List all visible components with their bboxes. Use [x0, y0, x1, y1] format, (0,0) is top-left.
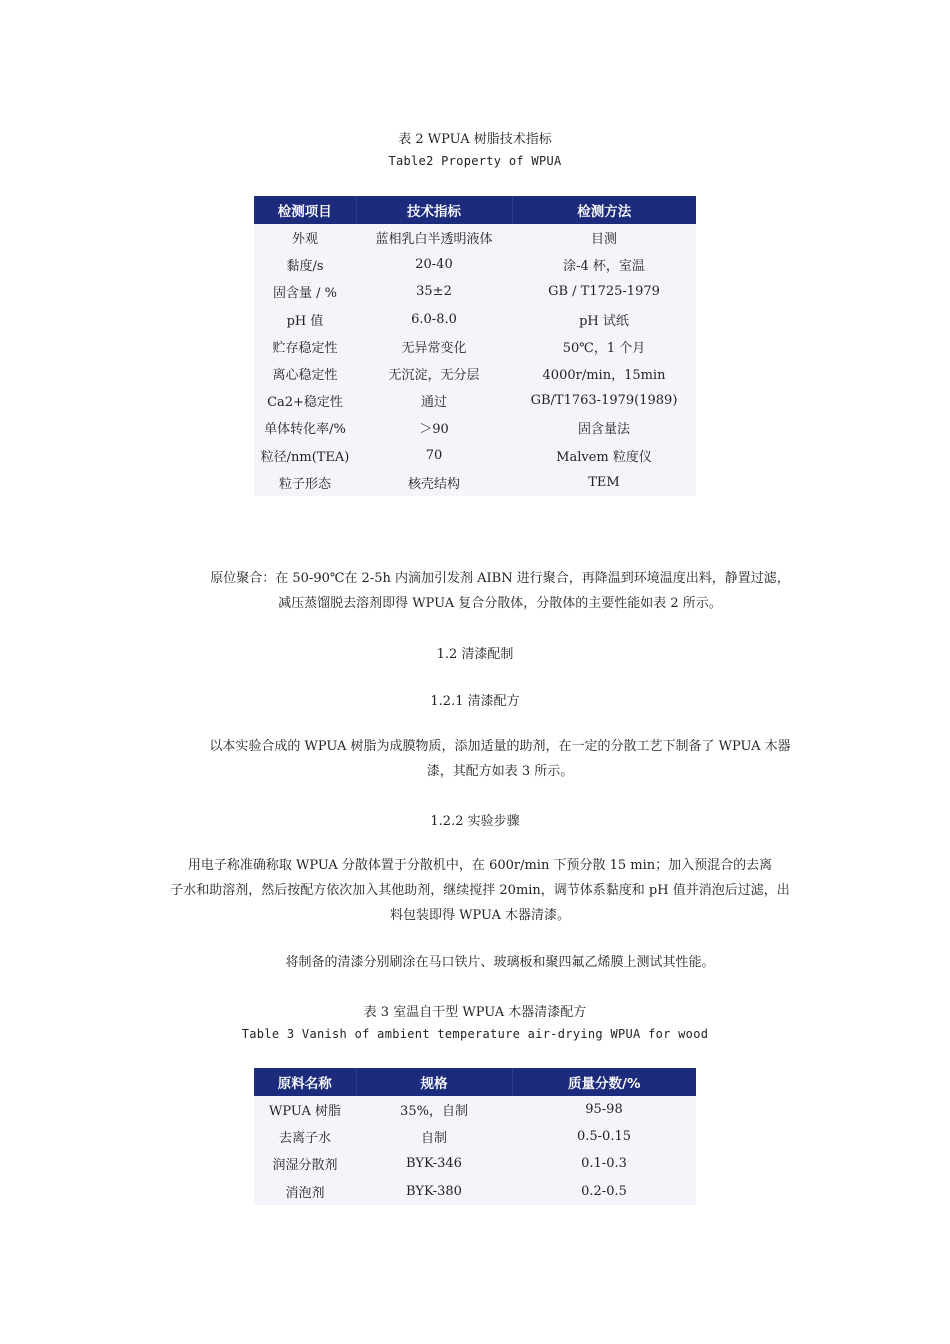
table-cell: 20-40 — [415, 257, 453, 273]
table-cell: 蓝相乳白半透明液体 — [375, 232, 493, 248]
table-cell: 粒径/nm(TEA) — [260, 449, 350, 465]
table-row — [254, 1150, 696, 1177]
table-row — [254, 224, 696, 251]
table-cell: 35±2 — [416, 284, 452, 300]
section-heading-1-2-1: 1.2.1 清漆配方 — [430, 694, 520, 709]
table-cell: ＞90 — [419, 422, 449, 438]
table-cell: 0.1-0.3 — [581, 1156, 627, 1172]
paragraph-coating-test: 将制备的清漆分别刷涂在马口铁片、玻璃板和聚四氟乙烯膜上测试其性能。 — [285, 955, 715, 970]
table2-header-row — [254, 196, 696, 224]
table-cell: 无沉淀，无分层 — [388, 368, 480, 384]
table-cell: 固含量 / % — [273, 286, 337, 302]
table-row — [254, 278, 696, 305]
paragraph-line: 料包装即得 WPUA 木器清漆。 — [389, 908, 571, 923]
table-cell: 通过 — [420, 395, 447, 411]
table-cell: pH 试纸 — [579, 313, 629, 329]
table-row — [254, 1123, 696, 1150]
table2-header: 检测方法 — [512, 196, 696, 224]
table-cell: 50℃，1 个月 — [562, 340, 646, 356]
table-cell: pH 值 — [286, 313, 324, 329]
table-row — [254, 1096, 696, 1123]
table-row — [254, 306, 696, 333]
table-row — [254, 333, 696, 360]
paragraph-line: 子水和助溶剂，然后按配方依次加入其他助剂，继续搅拌 20min，调节体系黏度和 pH 值并消泡后过滤，出 — [170, 883, 790, 898]
table3-header: 原料名称 — [254, 1068, 356, 1096]
table-cell: 0.5-0.15 — [576, 1129, 631, 1145]
table3-caption-en: Table 3 Vanish of ambient temperature air-drying WPUA for wood — [241, 1027, 709, 1041]
table-cell: 贮存稳定性 — [272, 340, 338, 356]
table-cell: WPUA 树脂 — [269, 1104, 341, 1120]
table-cell: 离心稳定性 — [272, 368, 338, 384]
table3 — [254, 1068, 696, 1205]
table-cell: 70 — [425, 447, 443, 463]
table-cell: 无异常变化 — [401, 340, 467, 356]
paragraph-line: 以本实验合成的 WPUA 树脂为成膜物质，添加适量的助剂，在一定的分散工艺下制备了 WPUA 木器 — [209, 739, 791, 754]
table-cell: TEM — [588, 474, 620, 490]
table-cell: 去离子水 — [278, 1131, 331, 1147]
table-cell: GB / T1725-1979 — [548, 284, 660, 300]
table-cell: 35%，自制 — [400, 1104, 468, 1120]
table2-header: 检测项目 — [254, 196, 356, 224]
table2-header: 技术指标 — [356, 196, 512, 224]
paragraph-in-situ-polymerization — [100, 566, 900, 616]
table2-caption-en: Table2 Property of WPUA — [388, 154, 562, 168]
table-row — [254, 442, 696, 469]
table2-caption-cn: 表 2 WPUA 树脂技术指标 — [398, 132, 552, 147]
table-cell: 固含量法 — [577, 422, 630, 438]
table-row — [254, 360, 696, 387]
table-cell: BYK-346 — [406, 1156, 462, 1172]
section-heading-1-2-2: 1.2.2 实验步骤 — [430, 814, 520, 829]
table-cell: Malvem 粒度仪 — [556, 449, 652, 465]
table-cell: 黏度/s — [286, 259, 324, 275]
paragraph-formulation — [140, 734, 860, 784]
paragraph-experiment-steps — [120, 853, 840, 928]
table-cell: 消泡剂 — [285, 1185, 325, 1201]
table-cell: 目测 — [590, 232, 617, 248]
table-cell: 4000r/min，15min — [542, 368, 666, 384]
table-cell: 粒子形态 — [278, 476, 331, 492]
table-cell: 外观 — [291, 232, 318, 248]
table-cell: 润湿分散剂 — [272, 1158, 338, 1174]
table2 — [254, 196, 696, 496]
table-row — [254, 1178, 696, 1205]
table-row — [254, 387, 696, 414]
table3-header: 质量分数/% — [512, 1068, 696, 1096]
table3-header-row — [254, 1068, 696, 1096]
table-cell: 核壳结构 — [407, 476, 460, 492]
table3-header: 规格 — [356, 1068, 512, 1096]
table-row — [254, 414, 696, 441]
table-cell: 6.0-8.0 — [411, 311, 457, 327]
table-cell: 95-98 — [585, 1102, 623, 1118]
table3-caption-cn: 表 3 室温自干型 WPUA 木器清漆配方 — [363, 1005, 587, 1020]
table-row — [254, 469, 696, 496]
paragraph-line: 用电子称准确称取 WPUA 分散体置于分散机中，在 600r/min 下预分散 15 min；加入预混合的去离 — [187, 858, 773, 873]
table-cell: Ca2+稳定性 — [267, 395, 343, 411]
table-cell: GB/T1763-1979(1989) — [530, 393, 678, 409]
table-cell: 0.2-0.5 — [581, 1183, 627, 1199]
table-cell: 自制 — [420, 1131, 447, 1147]
paragraph-line: 减压蒸馏脱去溶剂即得 WPUA 复合分散体，分散体的主要性能如表 2 所示。 — [278, 596, 722, 611]
table-cell: BYK-380 — [406, 1183, 462, 1199]
table-cell: 单体转化率/% — [264, 422, 346, 438]
table-row — [254, 251, 696, 278]
table-cell: 涂-4 杯，室温 — [563, 259, 645, 275]
paragraph-line: 漆，其配方如表 3 所示。 — [426, 764, 574, 779]
section-heading-1-2: 1.2 清漆配制 — [436, 647, 514, 662]
paragraph-line: 原位聚合：在 50-90℃在 2-5h 内滴加引发剂 AIBN 进行聚合，再降温到环境温度出料，静置过滤， — [210, 571, 790, 586]
